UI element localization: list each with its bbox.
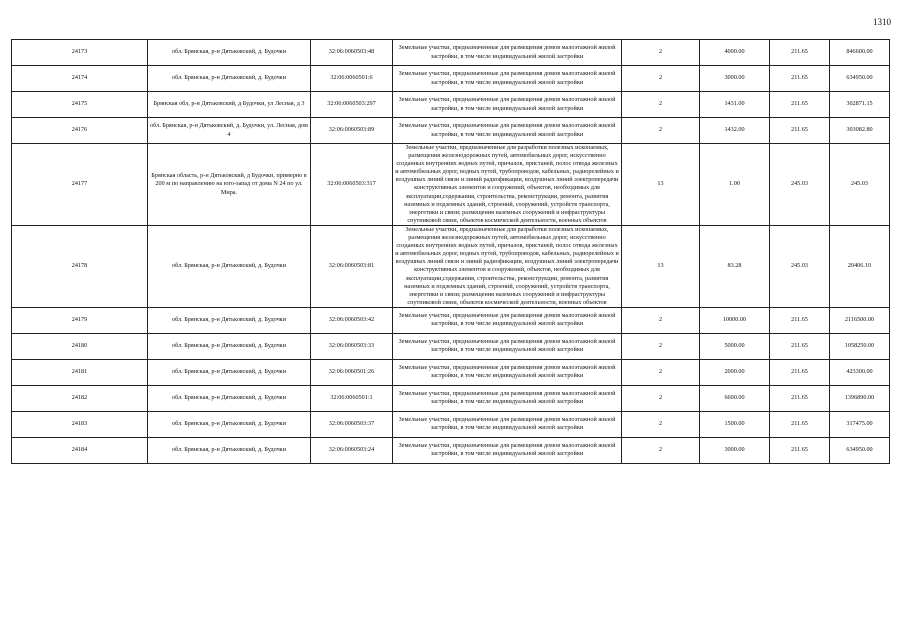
table-row [12,118,890,144]
area-cell: 3000.00 [700,66,770,92]
cadastral-value-cell: 302871.15 [830,92,890,118]
cadastral-value-cell: 1058250.00 [830,333,890,359]
table-row [12,40,890,66]
rate-cell: 245.03 [770,144,830,226]
address-cell: обл. Брянская, р-н Дятьковский, д. Будочки, ул. Лесная, дом 4 [148,118,311,144]
area-cell: 83.28 [700,225,770,307]
rate-cell: 211.65 [770,307,830,333]
cadastral-value-cell: 1396890.00 [830,385,890,411]
page-number: 1310 [873,17,891,27]
land-use-description-cell: Земельные участки, предназначенные для разработки полезных ископаемых, размещения железнодорожных путей, автомобильных дорог, искусственно созданных внутренних водных путей, причалов, пристаней, полос отвода железных и автомобильных дорог, водных путей, трубопроводов, кабельных, радиорелейных и воздушных линий связи и линий радиофикации, воздушных линий электропередачи конструктивных элементов и сооружений, объектов, необходимых для эксплуатации,содержания, строительства, реконструкции, ремонта, развития наземных и подземных зданий, строений, сооружений, устройств транспорта, энергетики и связи; размещения наземных сооружений и инфраструктуры спутниковой связи, объектов космической деятельности, военных объектов [393,144,622,226]
area-cell: 5000.00 [700,333,770,359]
cadastral-value-cell: 303082.80 [830,118,890,144]
row-id: 24178 [12,225,148,307]
land-use-description-cell: Земельные участки, предназначенные для размещения домов малоэтажной жилой застройки, в том числе индивидуальной жилой застройки [393,359,622,385]
area-cell: 1432.00 [700,118,770,144]
group-cell: 2 [622,92,700,118]
table-row [12,411,890,437]
cadastral-number-cell: 32:06:0060503:317 [311,144,393,226]
address-cell: обл. Брянская, р-н Дятьковский, д. Будочки [148,333,311,359]
table-row [12,333,890,359]
table-row [12,385,890,411]
cadastral-number-cell: 32:06:0060503:297 [311,92,393,118]
cadastral-value-cell: 245.03 [830,144,890,226]
cadastral-number-cell: 32:06:0060503:42 [311,307,393,333]
address-cell: Брянская область, р-н Дятьковский, д Будочки, примерно в 200 м по направлению на юго-запад от дома N 24 по ул. Мира. [148,144,311,226]
address-cell: обл. Брянская, р-н Дятьковский, д. Будочки [148,307,311,333]
area-cell: 2000.00 [700,359,770,385]
cadastral-number-cell: 32:06:0060503:81 [311,225,393,307]
rate-cell: 211.65 [770,437,830,463]
land-use-description-cell: Земельные участки, предназначенные для размещения домов малоэтажной жилой застройки, в том числе индивидуальной жилой застройки [393,307,622,333]
rate-cell: 211.65 [770,359,830,385]
area-cell: 4000.00 [700,40,770,66]
cadastral-number-cell: 32:06:0060503:37 [311,411,393,437]
row-id: 24182 [12,385,148,411]
address-cell: обл. Брянская, р-н Дятьковский, д. Будочки [148,411,311,437]
cadastral-number-cell: 32:06:0060503:89 [311,118,393,144]
cadastral-value-cell: 2116500.00 [830,307,890,333]
address-cell: обл. Брянская, р-н Дятьковский, д. Будочки [148,225,311,307]
cadastral-number-cell: 32:06:0060503:33 [311,333,393,359]
cadastral-value-cell: 634950.00 [830,66,890,92]
rate-cell: 211.65 [770,92,830,118]
group-cell: 2 [622,333,700,359]
row-id: 24181 [12,359,148,385]
table-row [12,437,890,463]
row-id: 24175 [12,92,148,118]
row-id: 24184 [12,437,148,463]
rate-cell: 211.65 [770,40,830,66]
land-use-description-cell: Земельные участки, предназначенные для размещения домов малоэтажной жилой застройки, в том числе индивидуальной жилой застройки [393,437,622,463]
table-row [12,359,890,385]
address-cell: обл. Брянская, р-н Дятьковский, д. Будочки [148,66,311,92]
area-cell: 3000.00 [700,437,770,463]
table-row [12,144,890,226]
row-id: 24173 [12,40,148,66]
area-cell: 10000.00 [700,307,770,333]
group-cell: 2 [622,66,700,92]
address-cell: обл. Брянская, р-н Дятьковский, д. Будочки [148,40,311,66]
row-id: 24183 [12,411,148,437]
cadastral-value-cell: 634950.00 [830,437,890,463]
group-cell: 2 [622,385,700,411]
rate-cell: 211.65 [770,333,830,359]
group-cell: 13 [622,225,700,307]
address-cell: обл. Брянская, р-н Дятьковский, д. Будочки [148,437,311,463]
group-cell: 2 [622,40,700,66]
land-use-description-cell: Земельные участки, предназначенные для размещения домов малоэтажной жилой застройки, в том числе индивидуальной жилой застройки [393,66,622,92]
rate-cell: 211.65 [770,66,830,92]
table-row [12,225,890,307]
area-cell: 6600.00 [700,385,770,411]
table-row [12,92,890,118]
cadastral-number-cell: 32:06:0060501:26 [311,359,393,385]
row-id: 24176 [12,118,148,144]
area-cell: 1431.00 [700,92,770,118]
address-cell: Брянская обл, р-н Дятьковский, д Будочки, ул Лесная, д 3 [148,92,311,118]
cadastral-value-cell: 20406.10 [830,225,890,307]
group-cell: 2 [622,359,700,385]
group-cell: 2 [622,118,700,144]
row-id: 24177 [12,144,148,226]
land-use-description-cell: Земельные участки, предназначенные для размещения домов малоэтажной жилой застройки, в том числе индивидуальной жилой застройки [393,40,622,66]
table-row [12,307,890,333]
row-id: 24179 [12,307,148,333]
rate-cell: 245.03 [770,225,830,307]
cadastral-value-cell: 846600.00 [830,40,890,66]
address-cell: обл. Брянская, р-н Дятьковский, д. Будочки [148,359,311,385]
address-cell: обл. Брянская, р-н Дятьковский, д. Будочки [148,385,311,411]
land-use-description-cell: Земельные участки, предназначенные для разработки полезных ископаемых, размещения железнодорожных путей, автомобильных дорог, искусственно созданных внутренних водных путей, причалов, пристаней, полос отвода железных и автомобильных дорог, водных путей, трубопроводов, кабельных, радиорелейных и воздушных линий связи и линий радиофикации, воздушных линий электропередачи конструктивных элементов и сооружений, объектов, необходимых для эксплуатации,содержания, строительства, реконструкции, ремонта, развития наземных и подземных зданий, строений, сооружений, устройств транспорта, энергетики и связи; размещения наземных сооружений и инфраструктуры спутниковой связи, объектов космической деятельности, военных объектов [393,225,622,307]
group-cell: 2 [622,307,700,333]
area-cell: 1500.00 [700,411,770,437]
cadastral-number-cell: 32:06:0060503:48 [311,40,393,66]
area-cell: 1.00 [700,144,770,226]
cadastral-number-cell: 32:06:0060501:6 [311,66,393,92]
row-id: 24174 [12,66,148,92]
cadastral-number-cell: 32:06:0060501:1 [311,385,393,411]
land-registry-table [11,39,890,464]
land-use-description-cell: Земельные участки, предназначенные для размещения домов малоэтажной жилой застройки, в том числе индивидуальной жилой застройки [393,333,622,359]
row-id: 24180 [12,333,148,359]
table-row [12,66,890,92]
group-cell: 2 [622,437,700,463]
land-use-description-cell: Земельные участки, предназначенные для размещения домов малоэтажной жилой застройки, в том числе индивидуальной жилой застройки [393,92,622,118]
rate-cell: 211.65 [770,411,830,437]
group-cell: 13 [622,144,700,226]
land-use-description-cell: Земельные участки, предназначенные для размещения домов малоэтажной жилой застройки, в том числе индивидуальной жилой застройки [393,118,622,144]
rate-cell: 211.65 [770,385,830,411]
cadastral-number-cell: 32:06:0060503:24 [311,437,393,463]
cadastral-value-cell: 317475.00 [830,411,890,437]
cadastral-value-cell: 423300.00 [830,359,890,385]
rate-cell: 211.65 [770,118,830,144]
land-use-description-cell: Земельные участки, предназначенные для размещения домов малоэтажной жилой застройки, в том числе индивидуальной жилой застройки [393,411,622,437]
land-use-description-cell: Земельные участки, предназначенные для размещения домов малоэтажной жилой застройки, в том числе индивидуальной жилой застройки [393,385,622,411]
group-cell: 2 [622,411,700,437]
